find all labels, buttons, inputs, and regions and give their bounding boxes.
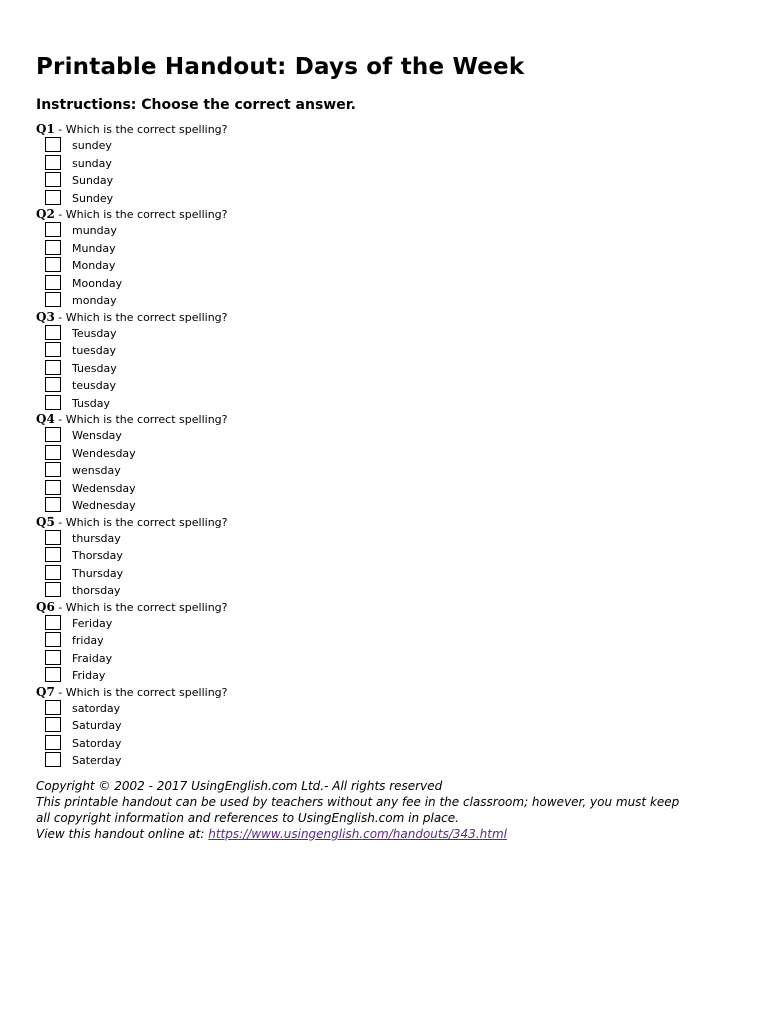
answer-option-label: thorsday xyxy=(72,584,121,597)
answer-checkbox[interactable] xyxy=(45,582,61,597)
question-4 xyxy=(36,412,736,515)
answer-option-label: Feriday xyxy=(72,616,113,630)
question-prompt xyxy=(36,412,736,427)
answer-checkbox[interactable] xyxy=(45,735,61,750)
answer-option xyxy=(36,292,736,310)
answer-checkbox[interactable] xyxy=(45,342,61,357)
answer-option xyxy=(36,497,736,515)
answer-option xyxy=(36,275,736,293)
answer-option xyxy=(36,752,736,770)
answer-option xyxy=(36,190,736,208)
answer-option-label: satorday xyxy=(72,701,121,715)
answer-option xyxy=(36,650,736,668)
answer-option-label: Monday xyxy=(72,259,116,272)
answer-option xyxy=(36,632,736,650)
answer-checkbox[interactable] xyxy=(45,615,61,630)
answer-option xyxy=(36,717,736,735)
question-list xyxy=(36,122,736,770)
answer-option-label: sundey xyxy=(72,139,112,152)
answer-checkbox[interactable] xyxy=(45,480,61,495)
answer-checkbox[interactable] xyxy=(45,137,61,152)
question-text: - Which is the correct spelling? xyxy=(54,123,228,136)
answer-option xyxy=(36,155,736,173)
answer-checkbox[interactable] xyxy=(45,292,61,307)
question-3 xyxy=(36,310,736,413)
answer-option-label: friday xyxy=(72,634,104,647)
question-5 xyxy=(36,515,736,600)
copyright-text: Copyright © 2002 - 2017 UsingEnglish.com Ltd.- All rights reserved xyxy=(36,778,443,793)
answer-option-label: munday xyxy=(72,224,117,237)
question-7 xyxy=(36,685,736,770)
question-prompt xyxy=(36,122,736,137)
answer-option xyxy=(36,615,736,633)
answer-checkbox[interactable] xyxy=(45,377,61,392)
answer-checkbox[interactable] xyxy=(45,155,61,170)
answer-checkbox[interactable] xyxy=(45,395,61,410)
question-number: Q4 xyxy=(36,412,55,426)
usage-notice-line-1: This printable handout can be used by teachers without any fee in the classroom; however, you must keep xyxy=(36,794,680,809)
handout-page xyxy=(36,50,736,842)
question-text: - Which is the correct spelling? xyxy=(54,413,228,426)
answer-checkbox[interactable] xyxy=(45,240,61,255)
question-number: Q1 xyxy=(36,122,55,136)
question-prompt xyxy=(36,685,736,700)
view-online-label: View this handout online at: xyxy=(36,826,209,841)
question-1 xyxy=(36,122,736,207)
answer-option xyxy=(36,735,736,753)
answer-option-label: Wedensday xyxy=(72,481,136,495)
answer-option-label: Wednesday xyxy=(72,499,136,512)
answer-option xyxy=(36,547,736,565)
answer-option xyxy=(36,530,736,548)
answer-option xyxy=(36,480,736,498)
answer-checkbox[interactable] xyxy=(45,172,61,187)
answer-option-label: Teusday xyxy=(72,326,117,340)
answer-option xyxy=(36,342,736,360)
answer-option xyxy=(36,565,736,583)
answer-checkbox[interactable] xyxy=(45,752,61,767)
handout-url-link[interactable]: https://www.usingenglish.com/handouts/343.html xyxy=(208,826,507,841)
answer-option-label: Saturday xyxy=(72,719,122,732)
answer-checkbox[interactable] xyxy=(45,530,61,545)
question-text: - Which is the correct spelling? xyxy=(54,208,228,221)
answer-option xyxy=(36,395,736,413)
answer-checkbox[interactable] xyxy=(45,667,61,682)
answer-option-label: Thorsday xyxy=(72,549,123,562)
answer-checkbox[interactable] xyxy=(45,700,61,715)
answer-checkbox[interactable] xyxy=(45,462,61,477)
answer-option xyxy=(36,377,736,395)
answer-option xyxy=(36,257,736,275)
answer-option xyxy=(36,360,736,378)
question-prompt xyxy=(36,310,736,325)
answer-option xyxy=(36,427,736,445)
answer-checkbox[interactable] xyxy=(45,565,61,580)
question-6 xyxy=(36,600,736,685)
answer-option-label: sunday xyxy=(72,156,112,170)
question-text: - Which is the correct spelling? xyxy=(54,685,228,699)
answer-option-label: Wensday xyxy=(72,429,122,442)
answer-option-label: Wendesday xyxy=(72,446,136,460)
question-text: - Which is the correct spelling? xyxy=(54,600,228,614)
question-number: Q2 xyxy=(36,207,55,221)
answer-checkbox[interactable] xyxy=(45,360,61,375)
answer-checkbox[interactable] xyxy=(45,325,61,340)
question-prompt xyxy=(36,515,736,530)
footer xyxy=(36,778,736,842)
question-text: - Which is the correct spelling? xyxy=(54,310,228,324)
answer-option xyxy=(36,582,736,600)
instructions: Instructions: Choose the correct answer. xyxy=(36,97,356,113)
answer-checkbox[interactable] xyxy=(45,717,61,732)
answer-option-label: Moonday xyxy=(72,276,123,290)
page-title: Printable Handout: Days of the Week xyxy=(36,54,525,80)
question-number: Q7 xyxy=(36,684,55,699)
question-number: Q5 xyxy=(36,514,55,529)
answer-option-label: thursday xyxy=(72,531,121,545)
answer-option-label: Sunday xyxy=(72,174,114,187)
answer-option-label: Tusday xyxy=(72,396,110,410)
answer-option-label: monday xyxy=(72,294,117,307)
answer-option-label: Sundey xyxy=(72,191,114,205)
question-2 xyxy=(36,207,736,310)
answer-checkbox[interactable] xyxy=(45,275,61,290)
answer-option xyxy=(36,445,736,463)
answer-checkbox[interactable] xyxy=(45,650,61,665)
answer-option-label: tuesday xyxy=(72,344,117,357)
answer-option-label: Thursday xyxy=(72,566,124,580)
answer-option-label: wensday xyxy=(72,464,121,477)
answer-option-label: Friday xyxy=(72,669,106,682)
answer-option xyxy=(36,172,736,190)
answer-option-label: teusday xyxy=(72,379,117,392)
answer-option xyxy=(36,700,736,718)
answer-option xyxy=(36,462,736,480)
view-online-line xyxy=(36,826,736,842)
usage-notice-line-2: all copyright information and references to UsingEnglish.com in place. xyxy=(36,810,459,825)
answer-option xyxy=(36,222,736,240)
answer-option xyxy=(36,667,736,685)
answer-option-label: Tuesday xyxy=(72,361,117,375)
answer-checkbox[interactable] xyxy=(45,427,61,442)
answer-option xyxy=(36,240,736,258)
question-number: Q6 xyxy=(36,599,55,614)
answer-option xyxy=(36,325,736,343)
answer-checkbox[interactable] xyxy=(45,257,61,272)
answer-option-label: Fraiday xyxy=(72,651,113,665)
answer-option xyxy=(36,137,736,155)
answer-option-label: Satorday xyxy=(72,736,122,750)
answer-option-label: Munday xyxy=(72,241,116,255)
answer-checkbox[interactable] xyxy=(45,497,61,512)
answer-checkbox[interactable] xyxy=(45,632,61,647)
question-prompt xyxy=(36,600,736,615)
question-prompt xyxy=(36,207,736,222)
answer-checkbox[interactable] xyxy=(45,222,61,237)
answer-checkbox[interactable] xyxy=(45,190,61,205)
question-text: - Which is the correct spelling? xyxy=(54,515,228,529)
question-number: Q3 xyxy=(36,309,55,324)
answer-checkbox[interactable] xyxy=(45,445,61,460)
answer-checkbox[interactable] xyxy=(45,547,61,562)
answer-option-label: Saterday xyxy=(72,754,122,767)
